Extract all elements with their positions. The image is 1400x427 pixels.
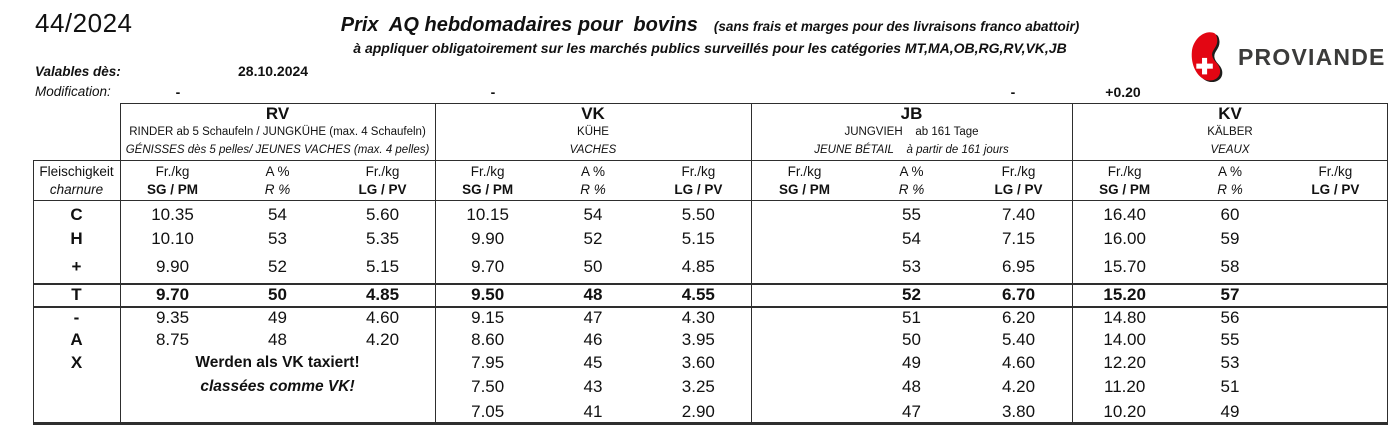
price-cell: 14.80 xyxy=(1103,308,1146,327)
modification-value: - xyxy=(1010,83,1016,100)
price-cell: 58 xyxy=(1220,257,1240,276)
row-label: H xyxy=(70,229,83,248)
group-code-jb: JB xyxy=(900,104,923,123)
price-cell: 4.20 xyxy=(365,330,400,349)
proviande-logo-text: PROVIANDE xyxy=(1238,44,1386,70)
price-cell: 3.25 xyxy=(681,376,715,396)
col-header-lgpv-bottom: LG / PV xyxy=(674,182,723,197)
price-cell: 12.20 xyxy=(1103,353,1146,372)
col-header-sgpm-bottom: SG / PM xyxy=(778,182,831,197)
modification-value: +0.20 xyxy=(1105,83,1141,100)
row-label: A xyxy=(70,330,83,349)
col-header-apct-bottom: R % xyxy=(580,182,606,197)
price-cell: 15.70 xyxy=(1103,257,1146,276)
price-cell: 14.00 xyxy=(1103,330,1146,349)
price-cell: 53 xyxy=(1220,353,1240,372)
corner-header-de: Fleischigkeit xyxy=(39,164,114,179)
price-cell: 54 xyxy=(583,205,603,224)
price-cell: 7.40 xyxy=(1001,205,1036,224)
price-cell: 53 xyxy=(268,229,287,248)
valid-from-date: 28.10.2024 xyxy=(238,63,309,79)
table-border xyxy=(1387,103,1388,423)
table-border xyxy=(1072,103,1073,423)
price-cell: 47 xyxy=(902,401,921,421)
page-subtitle: à appliquer obligatoirement sur les marchés publics surveillés pour les catégories MT,MA,OB,RG,RV,VK,JB xyxy=(353,40,1067,56)
price-cell: 2.90 xyxy=(681,401,715,421)
col-header-lgpv-bottom: LG / PV xyxy=(994,182,1043,197)
col-header-apct-bottom: R % xyxy=(898,182,925,197)
price-cell: 9.90 xyxy=(471,229,505,248)
price-cell: 10.15 xyxy=(466,205,509,224)
rv-note: Werden als VK taxiert! xyxy=(195,354,360,371)
modification-label: Modification: xyxy=(35,84,111,99)
col-header-apct-top: A % xyxy=(899,164,924,179)
modification-value: - xyxy=(175,83,181,100)
price-cell: 51 xyxy=(1220,376,1240,396)
table-border xyxy=(751,103,752,423)
price-cell: 48 xyxy=(583,285,603,304)
col-header-sgpm-top: Fr./kg xyxy=(787,164,822,179)
price-cell: 16.40 xyxy=(1103,205,1146,224)
price-cell: 4.30 xyxy=(681,308,715,327)
price-cell: 9.50 xyxy=(471,285,505,304)
modification-value: - xyxy=(490,83,496,100)
price-cell: 4.20 xyxy=(1001,376,1036,396)
price-cell: 7.15 xyxy=(1001,229,1036,248)
price-cell: 5.40 xyxy=(1001,330,1036,349)
price-cell: 3.95 xyxy=(681,330,715,349)
group-desc-fr: GÉNISSES dès 5 pelles/ JEUNES VACHES (max. 4 pelles) xyxy=(125,143,430,156)
price-cell: 5.60 xyxy=(365,205,400,224)
group-desc-fr: JEUNE BÉTAIL à partir de 161 jours xyxy=(814,143,1009,156)
price-cell: 52 xyxy=(268,257,287,276)
price-cell: 4.85 xyxy=(365,285,400,304)
price-cell: 46 xyxy=(583,330,603,349)
col-header-lgpv-top: Fr./kg xyxy=(365,164,400,179)
price-cell: 6.95 xyxy=(1001,257,1036,276)
price-cell: 9.15 xyxy=(471,308,505,327)
col-header-sgpm-bottom: SG / PM xyxy=(1099,182,1151,197)
table-border xyxy=(435,103,436,423)
valid-from-label: Valables dès: xyxy=(35,64,121,79)
price-cell: 56 xyxy=(1220,308,1240,327)
table-border xyxy=(120,103,1388,104)
price-cell: 6.20 xyxy=(1001,308,1036,327)
price-cell: 7.05 xyxy=(471,401,505,421)
price-cell: 8.75 xyxy=(155,330,190,349)
table-border xyxy=(33,160,1388,161)
col-header-sgpm-bottom: SG / PM xyxy=(462,182,514,197)
price-cell: 50 xyxy=(268,285,287,304)
price-cell: 9.90 xyxy=(155,257,190,276)
price-cell: 6.70 xyxy=(1001,285,1036,304)
price-cell: 15.20 xyxy=(1103,285,1146,304)
group-desc-de: KÄLBER xyxy=(1207,125,1253,138)
price-cell: 55 xyxy=(902,205,921,224)
price-cell: 50 xyxy=(902,330,921,349)
group-desc-de: JUNGVIEH ab 161 Tage xyxy=(844,125,979,138)
price-cell: 54 xyxy=(902,229,921,248)
page-title-note: (sans frais et marges pour des livraisons franco abattoir) xyxy=(713,19,1080,34)
col-header-sgpm-top: Fr./kg xyxy=(155,164,190,179)
price-cell: 49 xyxy=(1220,401,1240,421)
col-header-lgpv-bottom: LG / PV xyxy=(1311,182,1360,197)
price-cell: 49 xyxy=(902,353,921,372)
group-desc-de: RINDER ab 5 Schaufeln / JUNGKÜHE (max. 4 Schaufeln) xyxy=(129,125,426,138)
row-label: - xyxy=(73,308,80,327)
table-border xyxy=(120,103,121,423)
row-label: T xyxy=(71,285,82,304)
price-cell: 59 xyxy=(1220,229,1240,248)
group-code-rv: RV xyxy=(265,104,290,123)
price-cell: 8.60 xyxy=(471,330,505,349)
rv-note: classées comme VK! xyxy=(200,377,355,395)
col-header-sgpm-top: Fr./kg xyxy=(470,164,505,179)
price-cell: 7.50 xyxy=(471,376,505,396)
price-cell: 48 xyxy=(268,330,287,349)
page-title: Prix AQ hebdomadaires pour bovins xyxy=(340,14,698,36)
price-cell: 54 xyxy=(268,205,287,224)
price-cell: 43 xyxy=(583,376,603,396)
price-cell: 10.20 xyxy=(1103,401,1146,421)
price-cell: 9.70 xyxy=(471,257,505,276)
col-header-apct-bottom: R % xyxy=(264,182,291,197)
group-desc-fr: VACHES xyxy=(569,143,617,156)
price-cell: 47 xyxy=(583,308,603,327)
col-header-lgpv-top: Fr./kg xyxy=(1001,164,1036,179)
col-header-apct-top: A % xyxy=(1217,164,1243,179)
price-cell: 9.35 xyxy=(155,308,190,327)
price-cell: 4.60 xyxy=(1001,353,1036,372)
group-desc-fr: VEAUX xyxy=(1210,143,1250,156)
price-cell: 5.15 xyxy=(681,229,715,248)
group-code-vk: VK xyxy=(581,104,605,123)
col-header-apct-top: A % xyxy=(265,164,290,179)
price-cell: 57 xyxy=(1220,285,1240,304)
group-code-kv: KV xyxy=(1218,104,1242,123)
price-cell: 48 xyxy=(902,376,921,396)
price-cell: 53 xyxy=(902,257,921,276)
row-label: X xyxy=(70,353,83,372)
table-border xyxy=(33,200,1388,201)
price-cell: 41 xyxy=(583,401,603,421)
price-cell: 49 xyxy=(268,308,287,327)
price-cell: 9.70 xyxy=(155,285,190,304)
price-cell: 5.50 xyxy=(681,205,715,224)
col-header-lgpv-bottom: LG / PV xyxy=(358,182,407,197)
price-cell: 51 xyxy=(902,308,921,327)
group-desc-de: KÜHE xyxy=(577,125,609,138)
price-cell: 4.85 xyxy=(681,257,715,276)
col-header-sgpm-bottom: SG / PM xyxy=(146,182,199,197)
row-label: C xyxy=(70,205,83,224)
col-header-sgpm-top: Fr./kg xyxy=(1107,164,1142,179)
price-cell: 55 xyxy=(1220,330,1240,349)
table-border xyxy=(33,160,34,422)
price-cell: 3.60 xyxy=(681,353,715,372)
price-cell: 5.35 xyxy=(365,229,400,248)
price-cell: 4.55 xyxy=(681,285,715,304)
price-cell: 45 xyxy=(583,353,603,372)
price-cell: 16.00 xyxy=(1103,229,1146,248)
price-cell: 10.10 xyxy=(151,229,194,248)
col-header-lgpv-top: Fr./kg xyxy=(681,164,716,179)
col-header-apct-top: A % xyxy=(580,164,606,179)
price-cell: 60 xyxy=(1220,205,1240,224)
price-cell: 10.35 xyxy=(151,205,194,224)
price-cell: 52 xyxy=(583,229,603,248)
corner-header-fr: charnure xyxy=(49,182,104,197)
price-cell: 7.95 xyxy=(471,353,505,372)
row-label: + xyxy=(71,257,82,276)
price-cell: 50 xyxy=(583,257,603,276)
price-cell: 5.15 xyxy=(365,257,400,276)
week-number: 44/2024 xyxy=(35,8,133,38)
col-header-lgpv-top: Fr./kg xyxy=(1318,164,1353,179)
price-cell: 52 xyxy=(902,285,921,304)
price-cell: 11.20 xyxy=(1104,376,1146,396)
price-cell: 3.80 xyxy=(1001,401,1036,421)
price-cell: 4.60 xyxy=(365,308,400,327)
col-header-apct-bottom: R % xyxy=(1217,182,1243,197)
